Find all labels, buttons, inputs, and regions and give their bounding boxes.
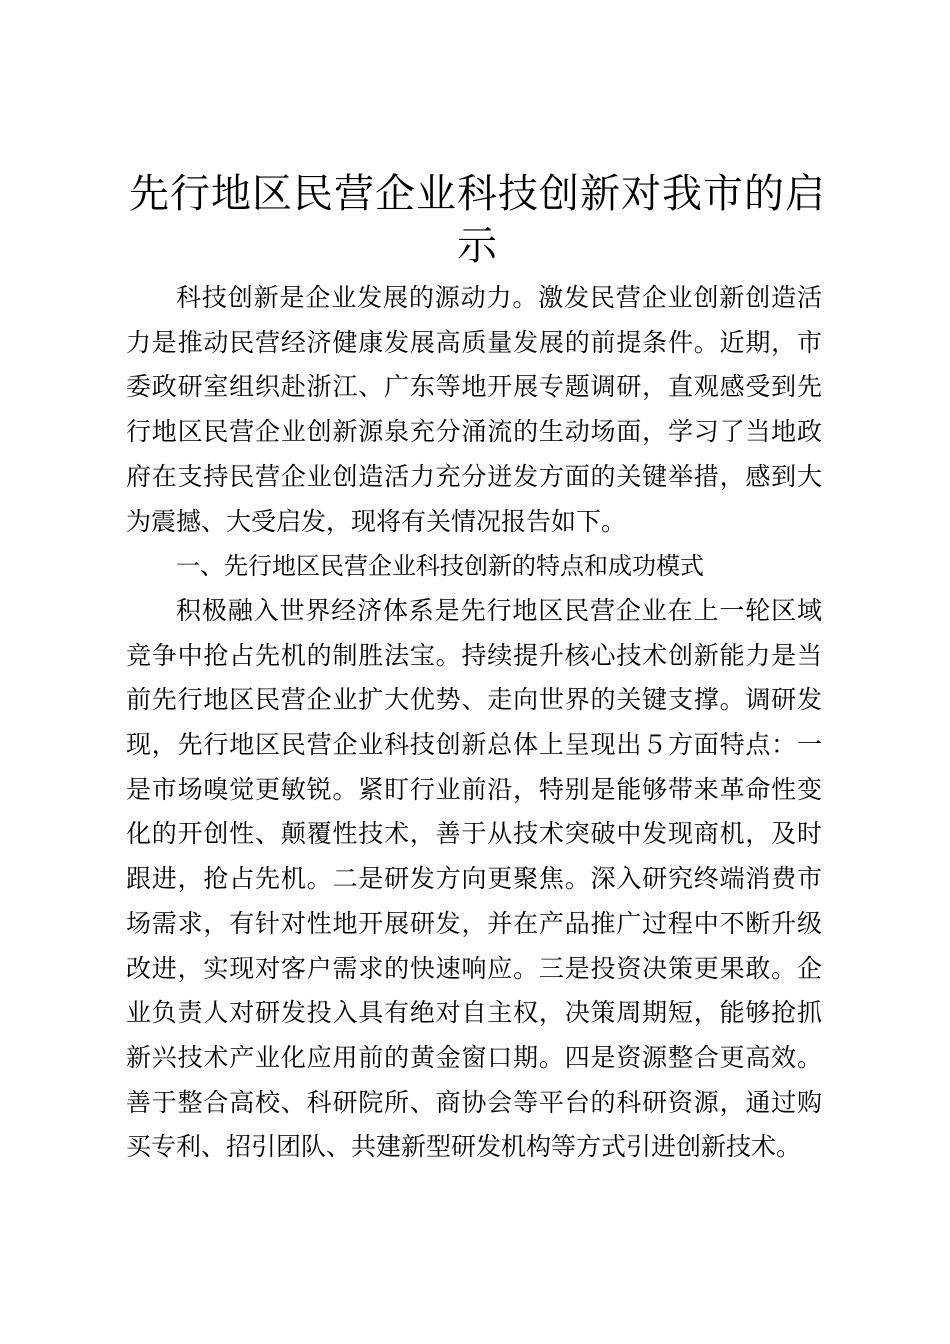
- intro-paragraph: 科技创新是企业发展的源动力。激发民营企业创新创造活力是推动民营经济健康发展高质量发展的前提条件。近期，市委政研室组织赴浙江、广东等地开展专题调研，直观感受到先行地区民营企业创新源泉充分涌流的生动场面，学习了当地政府在支持民营企业创造活力充分迸发方面的关键举措，感到大为震撼、大受启发，现将有关情况报告如下。: [126, 283, 822, 536]
- section-heading: 一、先行地区民营企业科技创新的特点和成功模式: [176, 552, 704, 581]
- document-title: 先行地区民营企业科技创新对我市的启示: [129, 171, 826, 269]
- section-paragraph: 积极融入世界经济体系是先行地区民营企业在上一轮区域竞争中抢占先机的制胜法宝。持续提升核心技术创新能力是当前先行地区民营企业扩大优势、走向世界的关键支撑。调研发现，先行地区民营企业科技创新总体上呈现出５方面特点：一是市场嗅觉更敏锐。紧盯行业前沿，特别是能够带来革命性变化的开创性、颠覆性技术，善于从技术突破中发现商机，及时跟进，抢占先机。二是研发方向更聚焦。深入研究终端消费市场需求，有针对性地开展研发，并在产品推广过程中不断升级改进，实现对客户需求的快速响应。三是投资决策更果敢。企业负责人对研发投入具有绝对自主权，决策周期短，能够抢抓新兴技术产业化应用前的黄金窗口期。四是资源整合更高效。善于整合高校、科研院所、商协会等平台的科研资源，通过购买专利、招引团队、共建新型研发机构等方式引进创新技术。: [126, 595, 822, 1162]
- document-body: [126, 276, 822, 1170]
